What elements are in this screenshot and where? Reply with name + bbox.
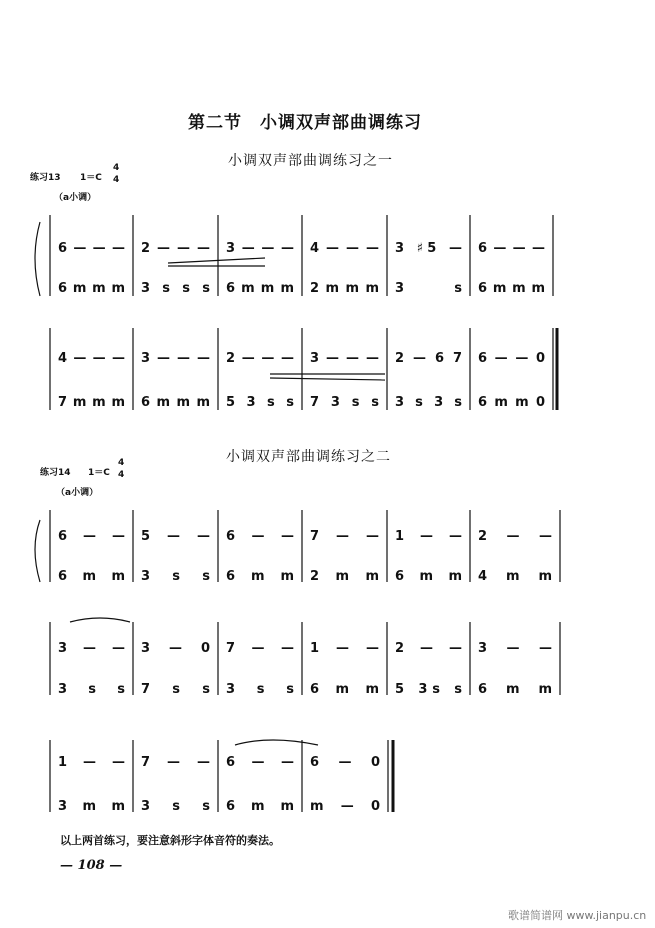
ex2-s2-lower-measure-6: 6 m m — [478, 682, 552, 697]
ex2-s3-upper-measure-1: 1 — — — [58, 755, 125, 770]
ex1-s2-lower-measure-4: 7 3 s s — [310, 395, 379, 410]
ex2-s1-upper-measure-5: 1 — — — [395, 529, 462, 544]
ex2-s1-upper-measure-6: 2 — — — [478, 529, 552, 544]
ex2-s1-lower-measure-6: 4 m m — [478, 569, 552, 584]
ex2-s1-lower-measure-4: 2 m m — [310, 569, 379, 584]
page-title: 第二节 小调双声部曲调练习 — [188, 113, 422, 133]
ex2-s3-lower-measure-4: m — 0 — [310, 799, 380, 814]
watermark: 歌谱简谱网 www.jianpu.cn — [508, 909, 647, 922]
ex1-s2-upper-measure-1: 4 — — — — [58, 351, 125, 366]
ex1-s1-lower-measure-1: 6 m m m — [58, 281, 125, 296]
ex2-s2-lower-measure-3: 3 s s — [226, 682, 294, 697]
ex2-s1-lower-measure-1: 6 m m — [58, 569, 125, 584]
ex2-s3-lower-measure-2: 3 s s — [141, 799, 210, 814]
ex2-s3-lower-measure-1: 3 m m — [58, 799, 125, 814]
ex2-s2-upper-measure-6: 3 — — — [478, 641, 552, 656]
ex1-s2-lower-measure-6: 6 m m 0 — [478, 395, 545, 410]
ex1-s1-upper-measure-4: 4 — — — — [310, 241, 379, 256]
exercise2-label: 练习14 — [40, 468, 71, 478]
exercise1-mode: （a小调） — [54, 193, 97, 203]
ex2-s2-upper-measure-1: 3 — — — [58, 641, 125, 656]
ex2-s1-upper-measure-3: 6 — — — [226, 529, 294, 544]
footnote: 以上两首练习，要注意斜形字体音符的奏法。 — [60, 834, 280, 847]
exercise1-label: 练习13 — [30, 173, 61, 183]
exercise2-time-bottom: 4 — [118, 470, 125, 480]
exercise1-time-top: 4 — [113, 163, 120, 173]
ex2-s2-upper-measure-4: 1 — — — [310, 641, 379, 656]
ex1-s2-lower-measure-5: 3 s 3 s — [395, 395, 462, 410]
ex2-s1-lower-measure-2: 3 s s — [141, 569, 210, 584]
ex1-s1-lower-measure-3: 6 m m m — [226, 281, 294, 296]
ex2-s1-upper-measure-4: 7 — — — [310, 529, 379, 544]
brace — [35, 222, 40, 296]
ex2-s2-lower-measure-2: 7 s s — [141, 682, 210, 697]
ex1-s2-upper-measure-3: 2 — — — — [226, 351, 294, 366]
exercise2-time-top: 4 — [118, 458, 125, 468]
ex2-s3-upper-measure-2: 7 — — — [141, 755, 210, 770]
ex2-s1-lower-measure-5: 6 m m — [395, 569, 462, 584]
ex2-s2-upper-measure-3: 7 — — — [226, 641, 294, 656]
ex2-s3-lower-measure-3: 6 m m — [226, 799, 294, 814]
ex1-s2-lower-measure-1: 7 m m m — [58, 395, 125, 410]
ex1-s1-upper-measure-3: 3 — — — — [226, 241, 294, 256]
ex1-s1-lower-measure-4: 2 m m m — [310, 281, 379, 296]
ex2-s1-upper-measure-1: 6 — — — [58, 529, 125, 544]
exercise1-title: 小调双声部曲调练习之一 — [228, 153, 393, 169]
ex1-s1-lower-measure-6: 6 m m m — [478, 281, 545, 296]
ex1-s1-lower-measure-2: 3 s s s — [141, 281, 210, 296]
ex1-s2-upper-measure-5: 2 — 6 7 — [395, 351, 462, 366]
ex2-s2-upper-measure-5: 2 — — — [395, 641, 462, 656]
ex2-s2-lower-measure-4: 6 m m — [310, 682, 379, 697]
page-number: — 108 — — [60, 858, 123, 873]
ex2-s3-upper-measure-4: 6 — 0 — [310, 755, 380, 770]
ex1-s1-lower-measure-5: 3 s — [395, 281, 462, 296]
ex2-s2-lower-measure-5: 5 3s s — [395, 682, 462, 697]
exercise2-key: 1＝C — [88, 468, 110, 478]
ex2-s1-lower-measure-3: 6 m m — [226, 569, 294, 584]
exercise1-time-bottom: 4 — [113, 175, 120, 185]
ex1-s2-upper-measure-4: 3 — — — — [310, 351, 379, 366]
ex1-s1-upper-measure-2: 2 — — — — [141, 241, 210, 256]
ex1-s2-upper-measure-2: 3 — — — — [141, 351, 210, 366]
ex1-s2-upper-measure-6: 6 — — 0 — [478, 351, 545, 366]
ex1-s1-upper-measure-1: 6 — — — — [58, 241, 125, 256]
ex2-s3-upper-measure-3: 6 — — — [226, 755, 294, 770]
ex2-s2-lower-measure-1: 3 s s — [58, 682, 125, 697]
ex1-s1-upper-measure-5: 3 ♯5 — — [395, 241, 462, 256]
ex1-s2-lower-measure-3: 5 3 s s — [226, 395, 294, 410]
exercise2-title: 小调双声部曲调练习之二 — [226, 449, 391, 465]
ex1-s1-upper-measure-6: 6 — — — — [478, 241, 545, 256]
exercise1-key: 1＝C — [80, 173, 102, 183]
ex2-s1-upper-measure-2: 5 — — — [141, 529, 210, 544]
ex2-s2-upper-measure-2: 3 — 0 — [141, 641, 210, 656]
exercise2-mode: （a小调） — [56, 488, 99, 498]
ex1-s2-lower-measure-2: 6 m m m — [141, 395, 210, 410]
